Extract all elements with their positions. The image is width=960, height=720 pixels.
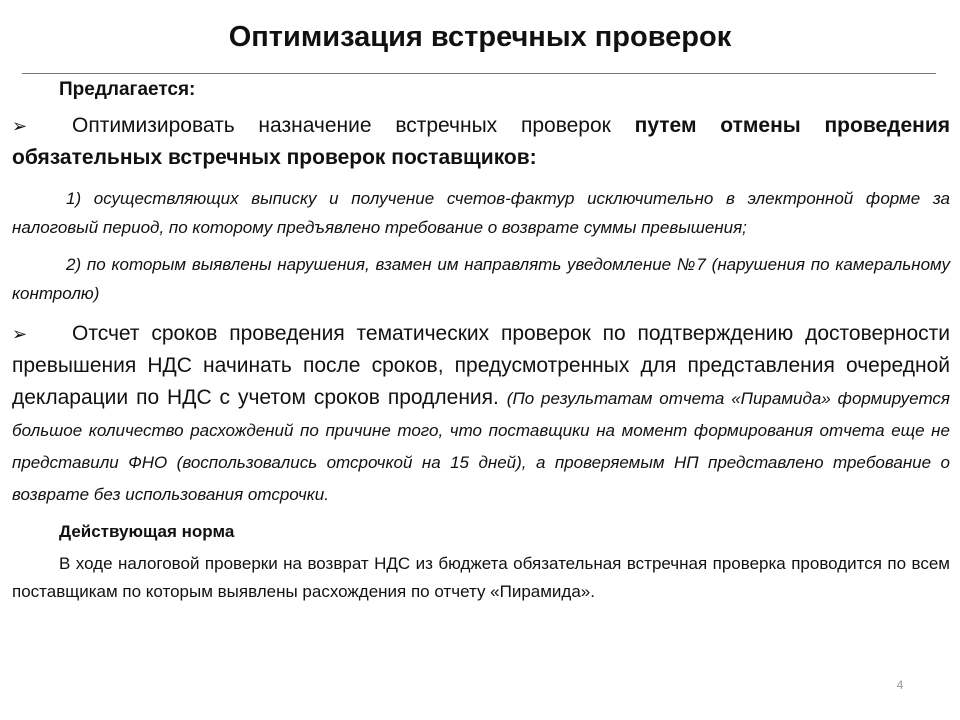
page-number: 4	[896, 678, 904, 692]
current-norm-text: В ходе налоговой проверки на возврат НДС из бюджета обязательная встречная проверка проводится по всем поставщикам по которым выявлены расхождения по отчету «Пирамида».	[12, 554, 950, 601]
proposed-heading: Предлагается:	[59, 79, 196, 100]
slide-body	[12, 76, 950, 606]
title-divider	[22, 73, 936, 74]
proposal-item-2-note: (По результатам отчета «Пирамида» формируется большое количество расхождений по причине того, что поставщики на момент формирования отчета еще не представили ФНО (воспользовались отсрочкой на 15 дней), а проверяемым НП представлено требование о возврате без использования отсрочки.	[12, 389, 950, 504]
arrow-bullet-icon: ➢	[12, 324, 28, 344]
proposal-item-2-text: Отсчет сроков проведения тематических проверок по подтверждению достоверности превышения НДС начинать после сроков, предусмотренных для представления очередной декларации по НДС с учетом сроков продления.	[12, 322, 950, 409]
sub-item-2: 2) по которым выявлены нарушения, взамен им направлять уведомление №7 (нарушения по камеральному контролю)	[12, 255, 950, 303]
proposal-item-1	[12, 110, 950, 174]
proposal-item-1-text: Оптимизировать назначение встречных проверок	[72, 114, 635, 137]
sub-item-1: 1) осуществляющих выписку и получение счетов-фактур исключительно в электронной форме за налоговый период, по которому предъявлено требование о возврате суммы превышения;	[12, 189, 950, 237]
current-norm-heading: Действующая норма	[59, 522, 235, 541]
arrow-bullet-icon: ➢	[12, 116, 28, 136]
proposal-item-2	[12, 318, 950, 510]
proposal-item-1-bold-text: путем отмены проведения обязательных встречных проверок поставщиков:	[12, 114, 950, 169]
slide-title: Оптимизация встречных проверок	[228, 21, 732, 53]
